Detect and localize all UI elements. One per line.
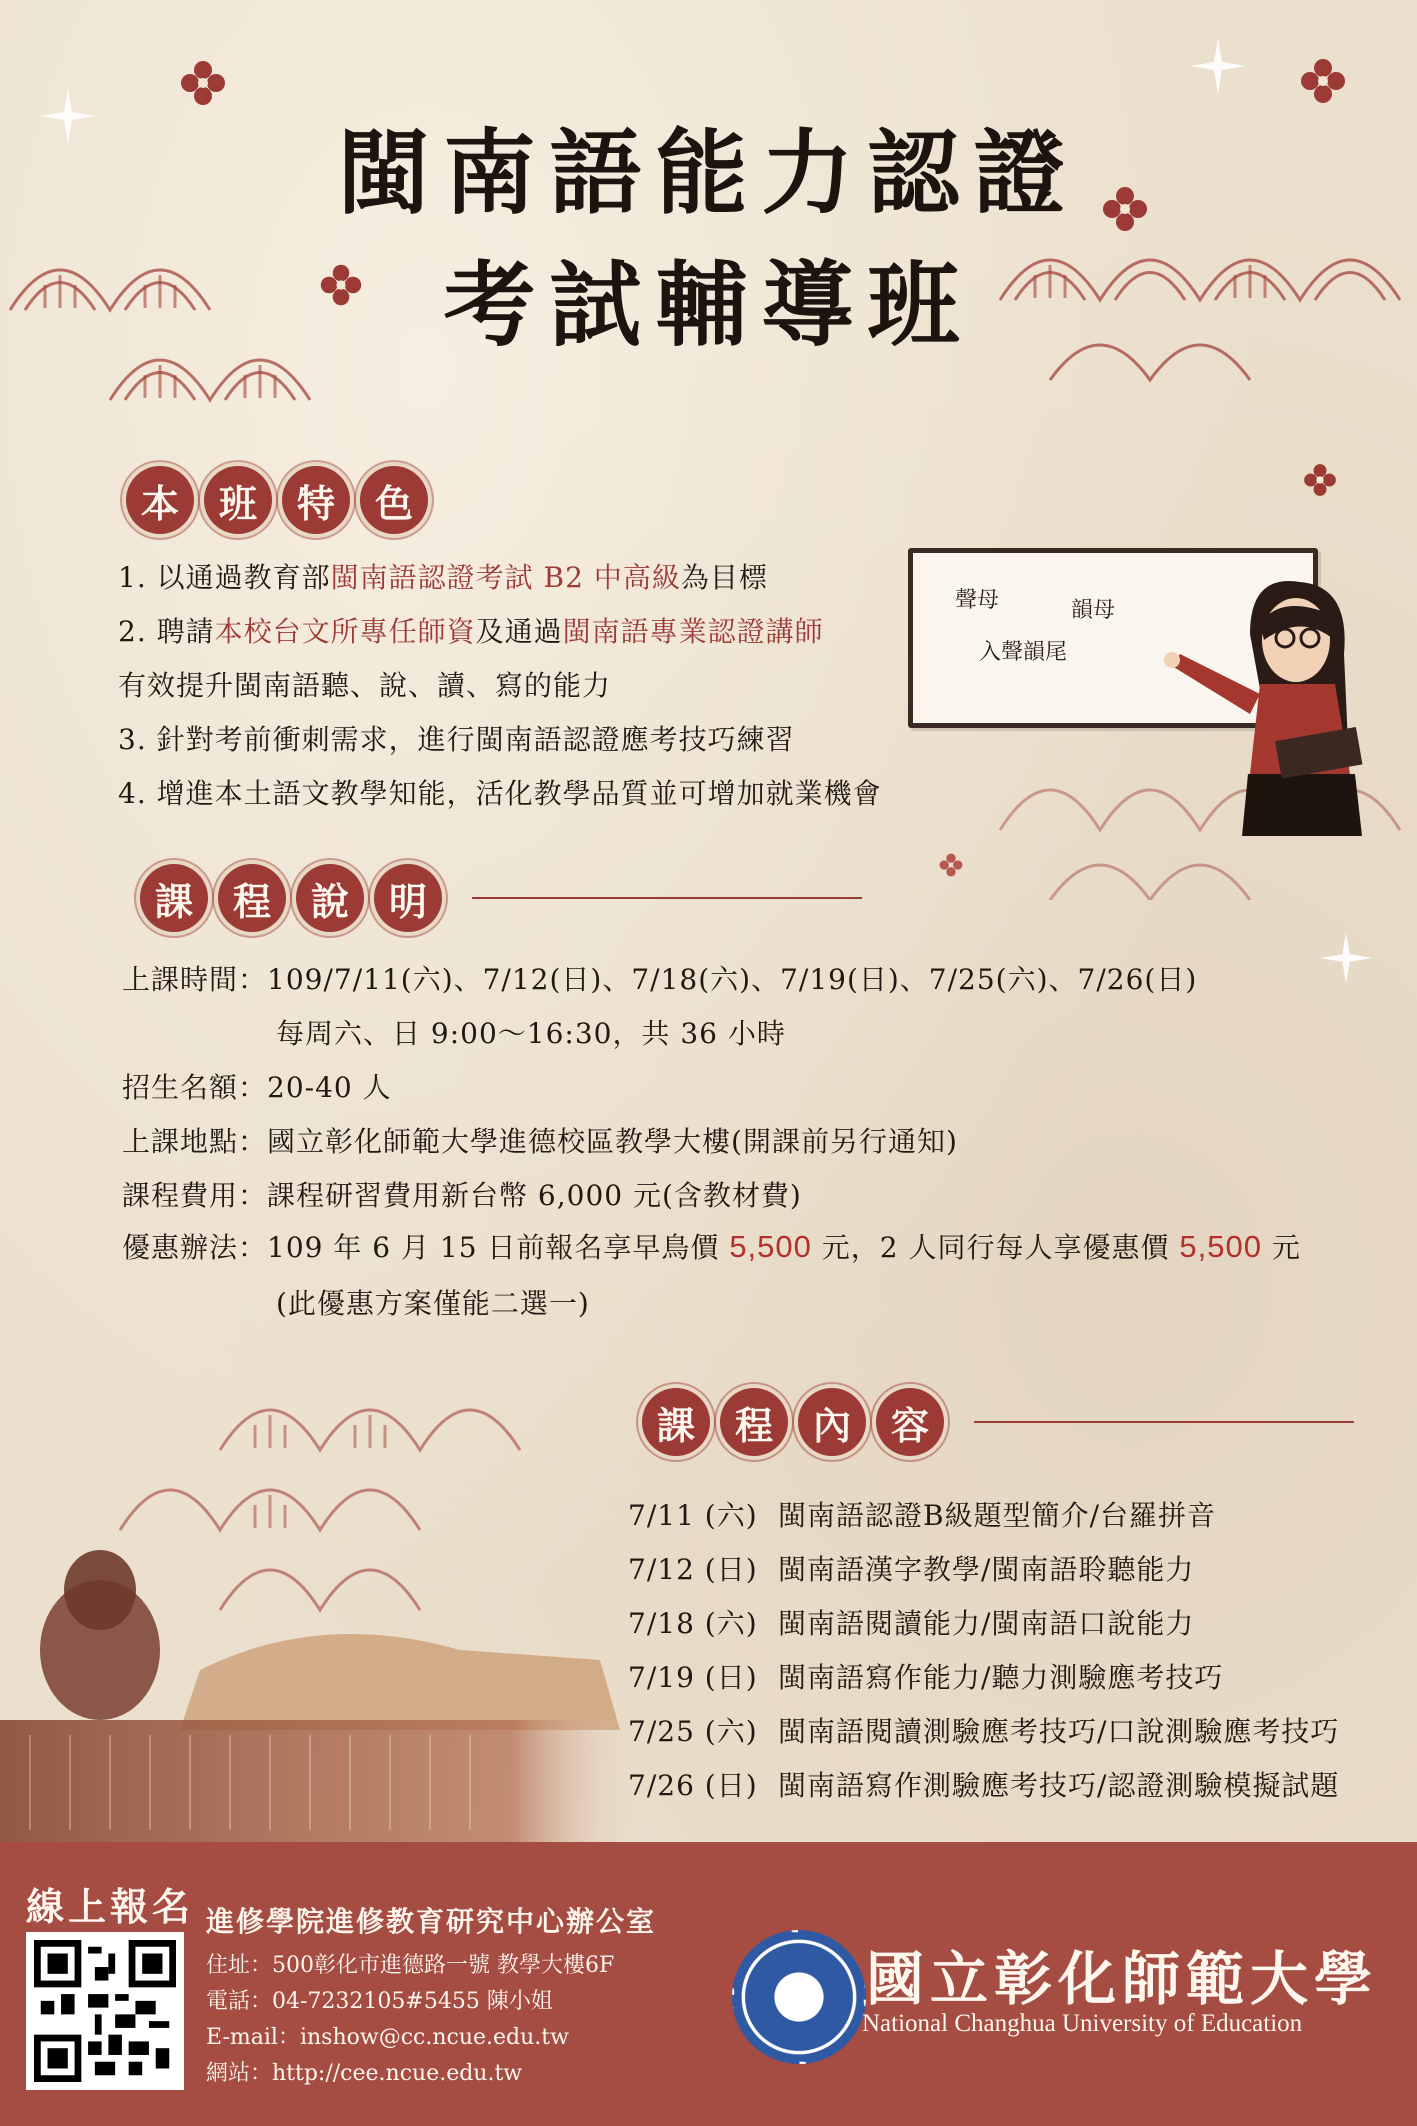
highlight-text: 閩南語認證考試 B2 中高級 (330, 561, 681, 594)
info-label: 上課地點： (122, 1125, 268, 1158)
schedule-topic: 閩南語閱讀測驗應考技巧/口說測驗應考技巧 (778, 1715, 1340, 1748)
phone: 電話：04-7232105#5455 陳小姐 (206, 1989, 553, 2014)
schedule-topic: 閩南語寫作測驗應考技巧/認證測驗模擬試題 (778, 1769, 1340, 1802)
schedule-topic: 閩南語寫作能力/聽力測驗應考技巧 (778, 1661, 1224, 1694)
board-word: 韻母 (1071, 598, 1116, 623)
sparkle-icon (1190, 38, 1246, 94)
schedule-item (628, 1710, 1339, 1750)
poster-title-line1: 閩南語能力認證 (337, 119, 1080, 227)
heading-char: 班 (204, 466, 272, 534)
schedule-item (628, 1548, 1194, 1588)
text: 1. 以通過教育部 (118, 561, 331, 594)
heading-char: 容 (876, 1388, 944, 1456)
schedule-item (628, 1602, 1194, 1642)
heading-char: 課 (642, 1388, 710, 1456)
university-name-zh: 國立彰化師範大學 (866, 1945, 1379, 2013)
heading-char: 特 (282, 466, 350, 534)
schedule-date: 7/18 (六) (628, 1607, 758, 1640)
feature-item-1 (118, 556, 768, 596)
poster-title-line2: 考試輔導班 (443, 251, 974, 359)
sparkle-icon (1320, 932, 1372, 984)
address: 住址：500彰化市進德路一號 教學大樓6F (206, 1953, 615, 1978)
office-name: 進修學院進修教育研究中心辦公室 (206, 1905, 657, 1938)
info-discount-note: (此優惠方案僅能二選一) (276, 1287, 590, 1320)
info-quota-row (122, 1066, 392, 1106)
info-label: 課程費用： (122, 1179, 268, 1212)
features-heading (126, 466, 438, 534)
heading-char: 本 (126, 466, 194, 534)
info-label: 上課時間： (122, 963, 268, 996)
highlight-text: 閩南語專業認證講師 (562, 615, 824, 648)
group-price: 5,500 (1179, 1229, 1262, 1264)
schedule-item (628, 1494, 1216, 1534)
feature-item-3: 3. 針對考前衝刺需求，進行閩南語認證應考技巧練習 (118, 723, 795, 756)
university-name-en: National Changhua University of Education (862, 2010, 1303, 2037)
info-value: 國立彰化師範大學進德校區教學大樓(開課前另行通知) (267, 1125, 958, 1158)
schedule-date: 7/11 (六) (628, 1499, 758, 1532)
schedule-date: 7/19 (日) (628, 1661, 758, 1694)
info-discount-row (122, 1226, 1301, 1266)
flower-icon (1298, 56, 1348, 106)
feature-item-4: 4. 增進本土語文教學知能，活化教學品質並可增加就業機會 (118, 777, 882, 810)
teacher-illustration (1100, 574, 1380, 844)
text: 2. 聘請 (118, 615, 215, 648)
heading-char: 說 (296, 864, 364, 932)
board-word: 入聲韻尾 (979, 640, 1068, 665)
info-value: 元，2 人同行每人享優惠價 (811, 1231, 1180, 1264)
heading-char: 內 (798, 1388, 866, 1456)
schedule-date: 7/26 (日) (628, 1769, 758, 1802)
schedule-date: 7/25 (六) (628, 1715, 758, 1748)
heading-char: 明 (374, 864, 442, 932)
schedule-topic: 閩南語認證B級題型簡介/台羅拼音 (778, 1499, 1217, 1532)
divider (974, 1421, 1354, 1423)
qr-code[interactable] (26, 1932, 184, 2090)
heading-char: 程 (218, 864, 286, 932)
info-place-row (122, 1120, 958, 1160)
heading-char: 程 (720, 1388, 788, 1456)
schedule-topic: 閩南語閱讀能力/閩南語口說能力 (778, 1607, 1195, 1640)
info-label: 招生名額： (122, 1071, 268, 1104)
info-value: 20-40 人 (267, 1071, 392, 1104)
info-fee-row (122, 1174, 802, 1214)
info-value: 課程研習費用新台幣 6,000 元(含教材費) (267, 1179, 802, 1212)
schedule-item (628, 1764, 1339, 1804)
schedule-date: 7/12 (日) (628, 1553, 758, 1586)
heading-char: 色 (360, 466, 428, 534)
info-value: 109/7/11(六)、7/12(日)、7/18(六)、7/19(日)、7/25(六)、7/26(日) (267, 963, 1198, 996)
university-logo (732, 1930, 866, 2064)
website-link[interactable]: 網站：http://cee.ncue.edu.tw (206, 2061, 523, 2086)
feature-item-2 (118, 610, 824, 650)
flower-icon (938, 852, 964, 878)
course-content-heading (642, 1388, 1354, 1456)
feature-item-2b: 有效提升閩南語聽、說、讀、寫的能力 (118, 669, 612, 702)
info-time-row (122, 958, 1197, 998)
text: 為目標 (680, 561, 768, 594)
info-label: 優惠辦法： (122, 1231, 268, 1264)
schedule-item (628, 1656, 1223, 1696)
highlight-text: 本校台文所專任師資 (214, 615, 476, 648)
info-value: 109 年 6 月 15 日前報名享早鳥價 (267, 1231, 730, 1264)
divider (472, 897, 862, 899)
flower-icon (1302, 462, 1338, 498)
online-register-label: 線上報名 (26, 1884, 195, 1929)
campus-photo (0, 1530, 640, 1842)
course-info-heading (140, 864, 862, 932)
early-bird-price: 5,500 (729, 1229, 812, 1264)
email-link[interactable]: E-mail：inshow@cc.ncue.edu.tw (206, 2025, 569, 2050)
text: 及通過 (475, 615, 563, 648)
board-word: 聲母 (955, 588, 1000, 613)
info-time-detail: 每周六、日 9:00～16:30，共 36 小時 (276, 1017, 786, 1050)
schedule-topic: 閩南語漢字教學/閩南語聆聽能力 (778, 1553, 1195, 1586)
heading-char: 課 (140, 864, 208, 932)
info-value: 元 (1262, 1231, 1301, 1264)
